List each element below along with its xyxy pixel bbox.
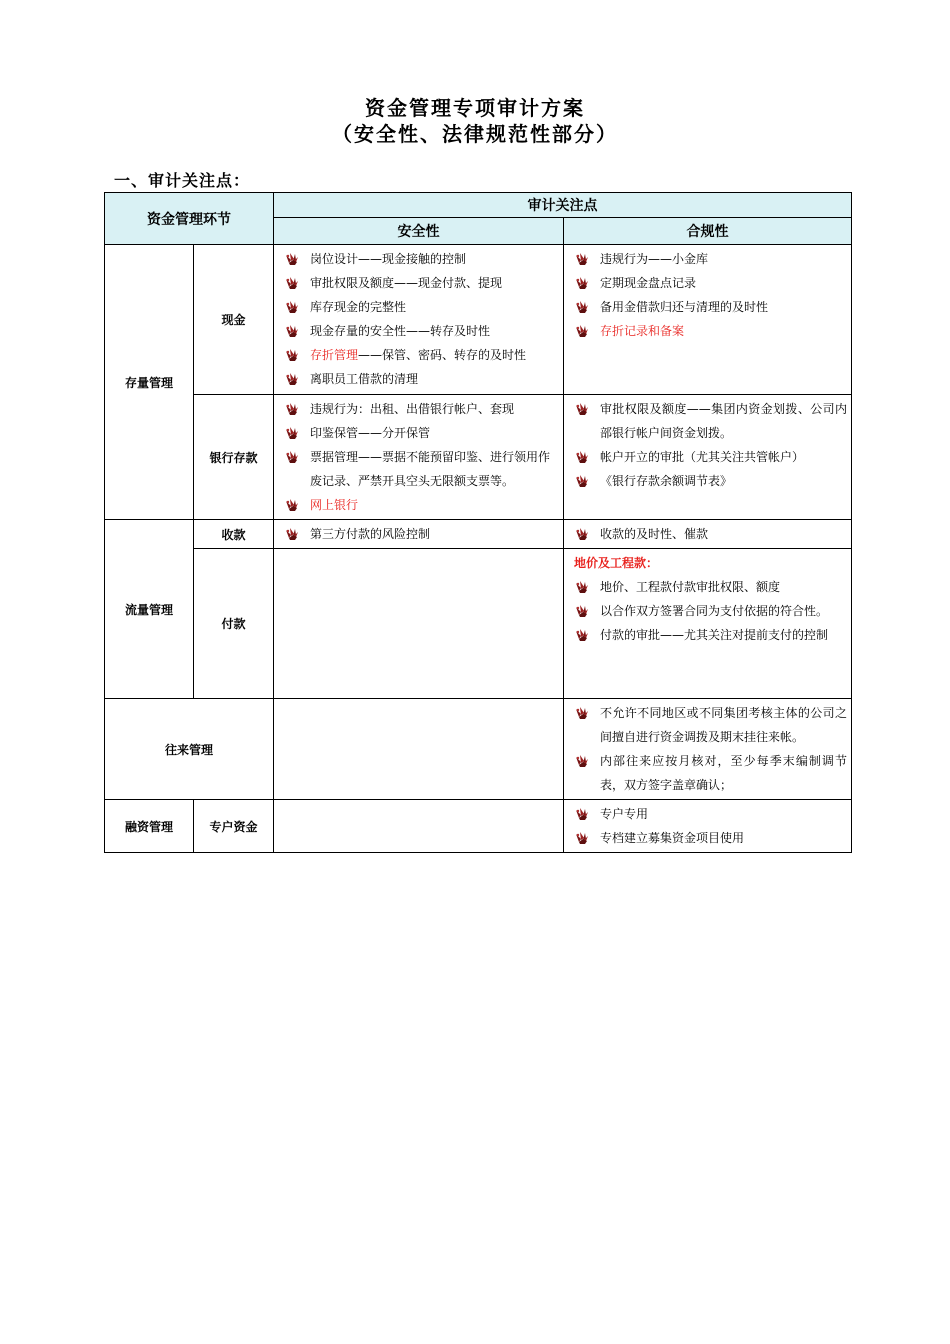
current-compliance-cell	[564, 699, 852, 800]
header-compliance: 合规性	[564, 218, 852, 245]
header-stage: 资金管理环节	[105, 193, 274, 245]
receipt-compliance-cell	[564, 520, 852, 549]
flower-bullet-icon	[574, 276, 590, 290]
section-heading: 一、审计关注点：	[114, 171, 251, 190]
list-item: 收款的及时性、催款	[572, 522, 847, 546]
flower-bullet-icon	[574, 604, 590, 618]
row-label-current: 往来管理	[105, 699, 274, 800]
flower-bullet-icon	[574, 628, 590, 642]
row-label-special-account: 专户资金	[194, 800, 274, 853]
flower-bullet-icon	[284, 372, 300, 386]
flower-bullet-icon	[574, 324, 590, 338]
list-item: 定期现金盘点记录	[572, 271, 847, 295]
flower-bullet-icon	[574, 831, 590, 845]
row-label-cash: 现金	[194, 245, 274, 395]
list-item: 不允许不同地区或不同集团考核主体的公司之间擅自进行资金调拨及期末挂往来帐。	[572, 701, 847, 749]
list-item: 存折管理——保管、密码、转存的及时性	[282, 343, 559, 367]
payment-subheading: 地价及工程款：	[574, 556, 659, 570]
list-item: 审批权限及额度——集团内资金划拨、公司内部银行帐户间资金划拨。	[572, 397, 847, 445]
list-item: 以合作双方签署合同为支付依据的符合性。	[572, 599, 847, 623]
row-label-receipt: 收款	[194, 520, 274, 549]
list-item: 审批权限及额度——现金付款、提现	[282, 271, 559, 295]
list-item: 票据管理——票据不能预留印鉴、进行领用作废记录、严禁开具空头无限额支票等。	[282, 445, 559, 493]
list-item: 内部往来应按月核对，至少每季末编制调节表，双方签字盖章确认；	[572, 749, 847, 797]
list-item: 《银行存款余额调节表》	[572, 469, 847, 493]
highlight-text: 存折管理	[310, 348, 359, 362]
list-item	[282, 493, 559, 517]
header-focus: 审计关注点	[274, 193, 852, 218]
flower-bullet-icon	[574, 402, 590, 416]
list-item: 专户专用	[572, 802, 847, 826]
list-item: 帐户开立的审批（尤其关注共管帐户）	[572, 445, 847, 469]
highlight-text: 网上银行	[310, 498, 359, 512]
flower-bullet-icon	[574, 300, 590, 314]
list-item	[572, 319, 847, 343]
receipt-safety-cell	[274, 520, 564, 549]
highlight-text: 存折记录和备案	[600, 324, 685, 338]
row-label-payment: 付款	[194, 549, 274, 699]
row-label-bank: 银行存款	[194, 395, 274, 520]
flower-bullet-icon	[574, 527, 590, 541]
current-safety-cell	[274, 699, 564, 800]
flower-bullet-icon	[574, 706, 590, 720]
flower-bullet-icon	[574, 807, 590, 821]
row-label-financing: 融资管理	[105, 800, 194, 853]
financing-compliance-cell	[564, 800, 852, 853]
list-item: 违规行为：出租、出借银行帐户、套现	[282, 397, 559, 421]
flower-bullet-icon	[284, 348, 300, 362]
flower-bullet-icon	[284, 527, 300, 541]
list-item: 第三方付款的风险控制	[282, 522, 559, 546]
list-item: 专档建立募集资金项目使用	[572, 826, 847, 850]
payment-compliance-cell	[564, 549, 852, 699]
cash-compliance-cell	[564, 245, 852, 395]
list-item: 付款的审批——尤其关注对提前支付的控制	[572, 623, 847, 647]
list-item: 离职员工借款的清理	[282, 367, 559, 391]
list-item: 违规行为——小金库	[572, 247, 847, 271]
flower-bullet-icon	[284, 426, 300, 440]
flower-bullet-icon	[574, 450, 590, 464]
document-subtitle: （安全性、法律规范性部分）	[332, 122, 618, 146]
flower-bullet-icon	[574, 252, 590, 266]
flower-bullet-icon	[574, 754, 590, 768]
list-item: 备用金借款归还与清理的及时性	[572, 295, 847, 319]
flower-bullet-icon	[284, 324, 300, 338]
payment-safety-cell	[274, 549, 564, 699]
list-item: 印鉴保管——分开保管	[282, 421, 559, 445]
flower-bullet-icon	[284, 300, 300, 314]
flower-bullet-icon	[284, 498, 300, 512]
audit-table	[104, 192, 852, 853]
bank-safety-cell	[274, 395, 564, 520]
flower-bullet-icon	[574, 474, 590, 488]
row-label-flow: 流量管理	[105, 520, 194, 699]
row-label-stock: 存量管理	[105, 245, 194, 520]
cash-safety-cell	[274, 245, 564, 395]
list-item: 现金存量的安全性——转存及时性	[282, 319, 559, 343]
header-safety: 安全性	[274, 218, 564, 245]
list-item: 库存现金的完整性	[282, 295, 559, 319]
list-item: 岗位设计——现金接触的控制	[282, 247, 559, 271]
document-title: 资金管理专项审计方案	[365, 96, 585, 120]
list-item: 地价、工程款付款审批权限、额度	[572, 575, 847, 599]
flower-bullet-icon	[284, 276, 300, 290]
bank-compliance-cell	[564, 395, 852, 520]
flower-bullet-icon	[574, 580, 590, 594]
financing-safety-cell	[274, 800, 564, 853]
flower-bullet-icon	[284, 402, 300, 416]
flower-bullet-icon	[284, 450, 300, 464]
flower-bullet-icon	[284, 252, 300, 266]
